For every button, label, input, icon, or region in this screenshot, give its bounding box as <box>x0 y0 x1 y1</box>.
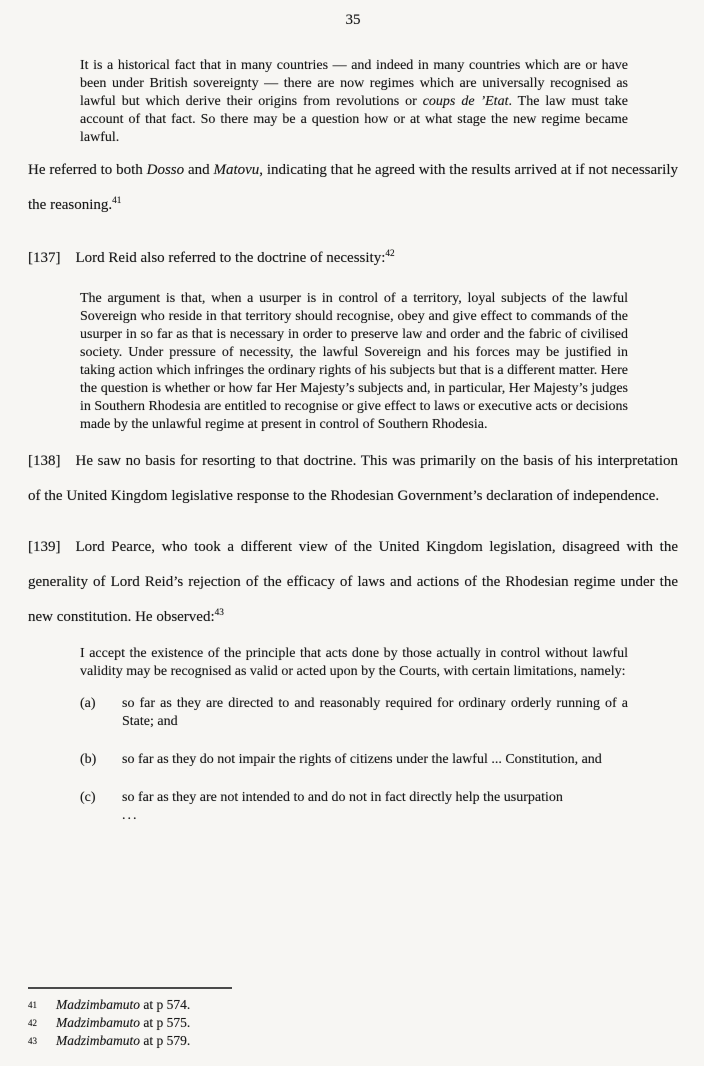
list-item-a <box>80 695 628 731</box>
quote-doctrine-of-necessity: The argument is that, when a usurper is in control of a territory, loyal subjects of the lawful Sovereign who reside in that territory should recognise, obey and give effect to commands of the usurper in so far as that is necessary in order to preserve law and order and the fabric of civilised society. Under pressure of necessity, the lawful Sovereign and his forces may be justified in taking action which infringes the ordinary rights of his subjects but that is a different matter. Here the question is whether or how far Her Majesty’s subjects and, in particular, Her Majesty’s judges in Southern Rhodesia are entitled to recognise or give effect to laws or executive acts or decisions made by the unlawful regime at present in control of Southern Rhodesia. <box>80 291 628 432</box>
quote-lord-pearce-intro: I accept the existence of the principle that acts done by those actually in control without lawful validity may be recognised as valid or acted upon by the Courts, with certain limitations, namely: <box>80 646 628 679</box>
paragraph-139-text: Lord Pearce, who took a different view of the United Kingdom legislation, disagreed with the generality of Lord Reid’s rejection of the efficacy of laws and actions of the Rhodesian regime under the new constitution. He observed:$^{43}$ <box>28 539 678 625</box>
footnote-42-marker: 42 <box>28 1018 37 1028</box>
quote-historical-fact: It is a historical fact that in many countries — and indeed in many countries which are or have been under British sovereignty — there are now regimes which are universally recognised as lawful but which derive their origins from revolutions or coups de ’Etat. The law must take account of that fact. So there may be a question how or at what stage the new regime became lawful. <box>80 58 628 145</box>
footnotes <box>28 987 488 1050</box>
paragraph-number-138: [138] <box>28 453 61 469</box>
footnote-separator <box>28 987 232 989</box>
paragraph-138-text: He saw no basis for resorting to that doctrine. This was primarily on the basis of his interpretation of the United Kingdom legislative response to the Rhodesian Government’s declaration of independence. <box>28 453 678 504</box>
list-item-b-text: so far as they do not impair the rights of citizens under the lawful ... Constitution, and <box>122 752 602 767</box>
list-item-c-text: so far as they are not intended to and do not in fact directly help the usurpation <box>122 790 563 805</box>
paragraph-he-referred: He referred to both Dosso and Matovu, indicating that he agreed with the results arrived at if not necessarily the reasoning.$^{41}$ <box>28 162 679 213</box>
list-item-c-ellipsis: ... <box>122 808 139 823</box>
quote-lord-pearce <box>80 645 628 825</box>
paragraph-number-139: [139] <box>28 539 61 555</box>
footnote-41-marker: 41 <box>28 1000 37 1010</box>
footnote-43 <box>28 1032 488 1050</box>
paragraph-138 <box>28 444 678 514</box>
footnote-43-text: Madzimbamuto at p 579. <box>56 1033 191 1048</box>
list-item-b <box>80 751 628 769</box>
list-item-a-text: so far as they are directed to and reasonably required for ordinary orderly running of a State; and <box>122 696 628 729</box>
footnote-42-text: Madzimbamuto at p 575. <box>56 1015 191 1030</box>
paragraph-139 <box>28 530 678 635</box>
page-number: 35 <box>345 12 361 28</box>
footnote-43-marker: 43 <box>28 1036 37 1046</box>
paragraph-137-text: Lord Reid also referred to the doctrine of necessity:$^{42}$ <box>75 249 395 266</box>
list-item-a-label: (a) <box>80 696 96 711</box>
footnote-42 <box>28 1014 488 1032</box>
list-item-c <box>80 789 628 807</box>
paragraph-137 <box>28 241 678 276</box>
footnote-41-text: Madzimbamuto at p 574. <box>56 997 191 1012</box>
paragraph-number-137: [137] <box>28 250 61 266</box>
list-item-c-label: (c) <box>80 790 96 805</box>
footnote-41 <box>28 996 488 1014</box>
list-item-b-label: (b) <box>80 752 97 767</box>
